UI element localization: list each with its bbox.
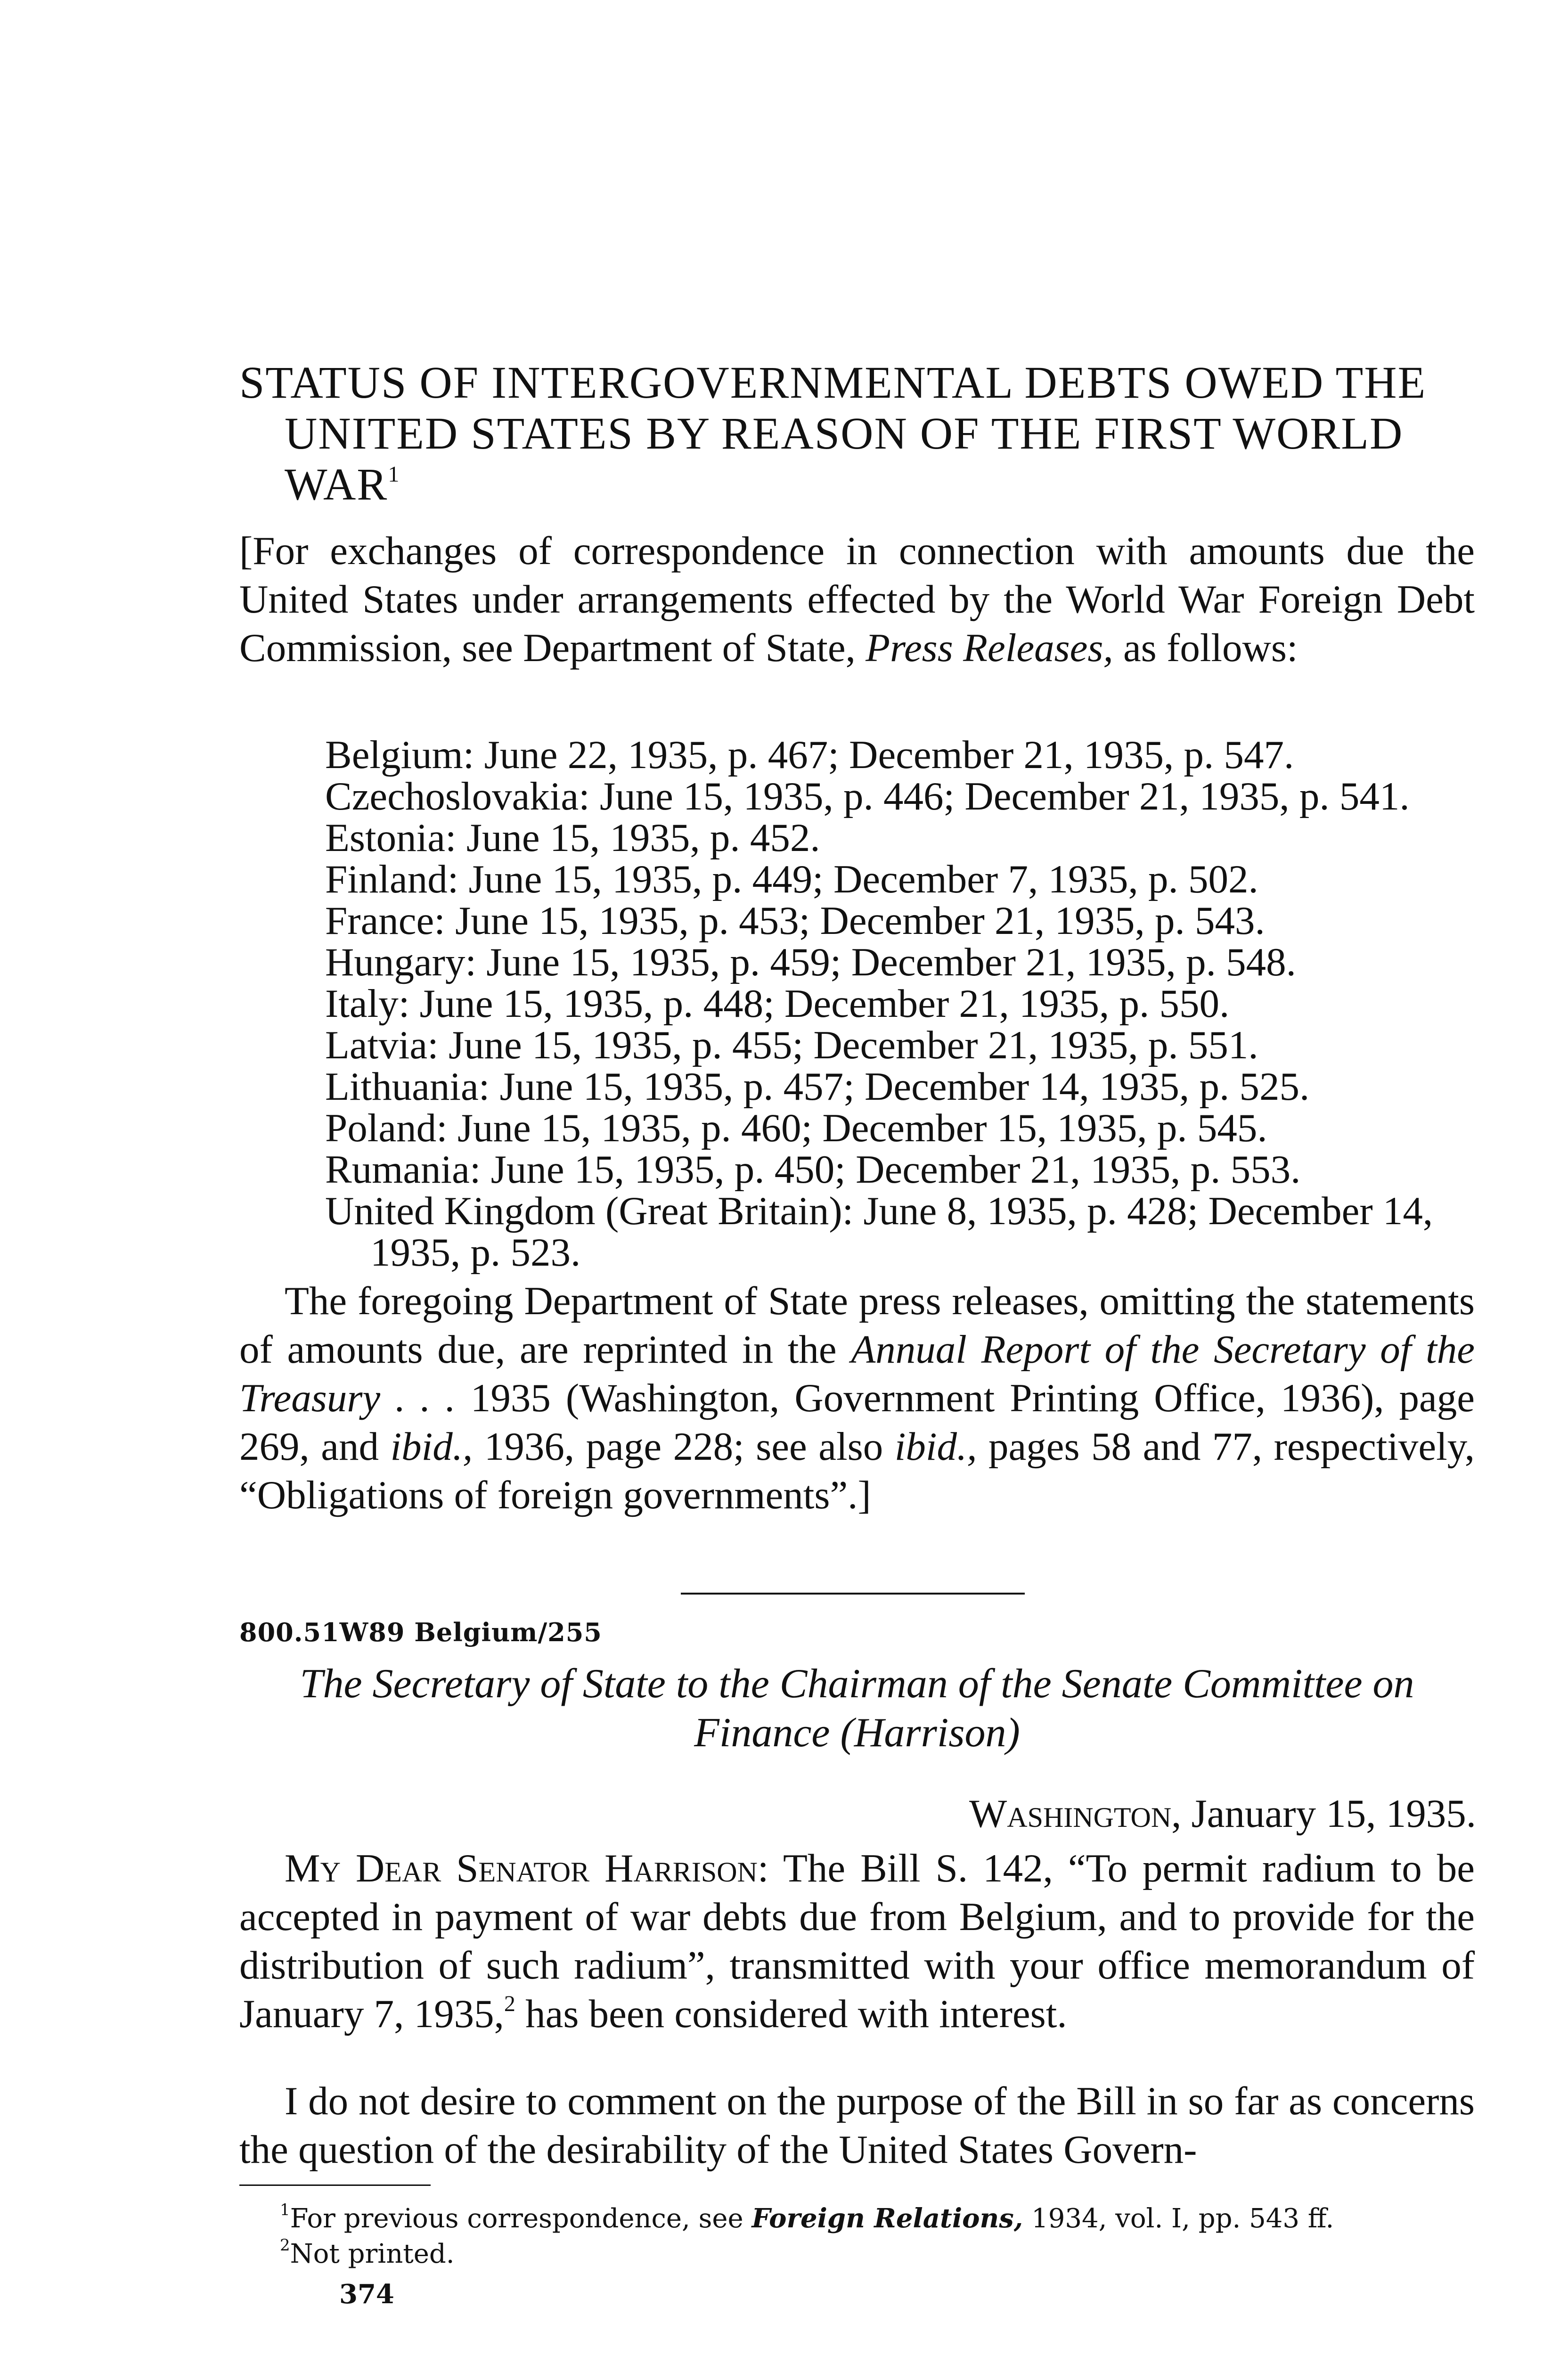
letter-body-paragraph: I do not desire to comment on the purpose of the Bill in so far as concerns the question of the desirability of the United States Govern- <box>239 2079 1475 2172</box>
intro-paragraph <box>239 527 1475 672</box>
opening-text1: The Bill S. 142, “To permit radium to be accepted in payment of war debts due from Belgium, and to provide for the distribution of such radium”, transmitted with your office memorandum of January 7, 1935, <box>239 1846 1475 2036</box>
reprint-italic1: Annual Report of the Secretary of the Treasury . . . <box>239 1327 1475 1420</box>
footnote-2 <box>280 2236 1477 2272</box>
letter-heading-line2: Finance (Harrison) <box>694 1710 1020 1756</box>
file-number: 800.51W89 Belgium/255 <box>239 1617 602 1647</box>
page-number: 374 <box>339 2279 394 2310</box>
reprint-part3: 1936, page 228; see also <box>484 1424 883 1469</box>
press-release-list <box>325 734 1479 1273</box>
footnote-1-italic: Foreign Relations, <box>751 2203 1023 2234</box>
reprint-part2: 1935 (Washington, Government Printing Office, 1936), page 269, and <box>239 1376 1475 1469</box>
list-item: Finland: June 15, 1935, p. 449; December 7, 1935, p. 502. <box>325 857 1258 901</box>
list-item: Latvia: June 15, 1935, p. 455; December 21, 1935, p. 551. <box>325 1023 1258 1067</box>
list-item: France: June 15, 1935, p. 453; December 21, 1935, p. 543. <box>325 899 1265 943</box>
list-item: Estonia: June 15, 1935, p. 452. <box>325 816 820 860</box>
footnote-2-lead: Not printed. <box>290 2239 455 2269</box>
footnote-1-lead: For previous correspondence, see <box>290 2203 743 2234</box>
list-item: Rumania: June 15, 1935, p. 450; December 21, 1935, p. 553. <box>325 1147 1301 1192</box>
dateline <box>969 1791 1476 1837</box>
reprint-note-paragraph <box>239 1277 1475 1520</box>
list-item: United Kingdom (Great Britain): June 8, 1935, p. 428; December 14, 1935, p. 523. <box>325 1189 1433 1275</box>
salutation: My Dear Senator Harrison: <box>285 1846 769 1890</box>
list-item: Belgium: June 22, 1935, p. 467; December 21, 1935, p. 547. <box>325 733 1294 777</box>
list-item: Poland: June 15, 1935, p. 460; December 15, 1935, p. 545. <box>325 1106 1267 1150</box>
opening-text2: has been considered with interest. <box>525 1992 1067 2036</box>
reprint-italic2: ibid., <box>390 1424 473 1469</box>
title-text: STATUS OF INTERGOVERNMENTAL DEBTS OWED THE UNITED STATES BY REASON OF THE FIRST WORLD WAR <box>239 357 1427 509</box>
footnote-1 <box>280 2201 1477 2237</box>
list-item: Lithuania: June 15, 1935, p. 457; December 14, 1935, p. 525. <box>325 1064 1310 1109</box>
reprint-part4: pages 58 and 77, respectively, “Obligations of foreign governments”.] <box>239 1424 1475 1517</box>
letter-opening-paragraph <box>239 1844 1475 2038</box>
dateline-place: Washington, <box>969 1792 1182 1836</box>
footnote-1-tail: 1934, vol. I, pp. 543 ff. <box>1031 2203 1334 2234</box>
letter-heading <box>239 1660 1475 1758</box>
intro-italic: Press Releases, <box>866 626 1113 670</box>
intro-lead: [For exchanges of correspondence in connection with amounts due the United States under arrangements effected by the World War Foreign Debt Commission, see Department of State, <box>239 529 1475 670</box>
opening-footnote-ref[interactable]: 2 <box>504 1991 515 2016</box>
page-title <box>239 357 1520 510</box>
reprint-part1: The foregoing Department of State press releases, omitting the statements of amounts due, are reprinted in the <box>239 1279 1475 1372</box>
title-footnote-ref[interactable]: 1 <box>388 462 400 487</box>
intro-tail: as follows: <box>1123 626 1298 670</box>
list-item: Czechoslovakia: June 15, 1935, p. 446; December 21, 1935, p. 541. <box>325 774 1410 818</box>
section-divider <box>681 1593 1025 1595</box>
letter-heading-line1: The Secretary of State to the Chairman of the Senate Committee on <box>300 1661 1414 1707</box>
footnote-marker: 1 <box>280 2201 290 2219</box>
footnote-divider <box>239 2184 431 2186</box>
dateline-date: January 15, 1935. <box>1191 1792 1476 1836</box>
list-item: Hungary: June 15, 1935, p. 459; December 21, 1935, p. 548. <box>325 940 1296 984</box>
reprint-italic3: ibid., <box>894 1424 977 1469</box>
footnote-marker: 2 <box>280 2236 290 2255</box>
list-item: Italy: June 15, 1935, p. 448; December 21, 1935, p. 550. <box>325 982 1230 1026</box>
